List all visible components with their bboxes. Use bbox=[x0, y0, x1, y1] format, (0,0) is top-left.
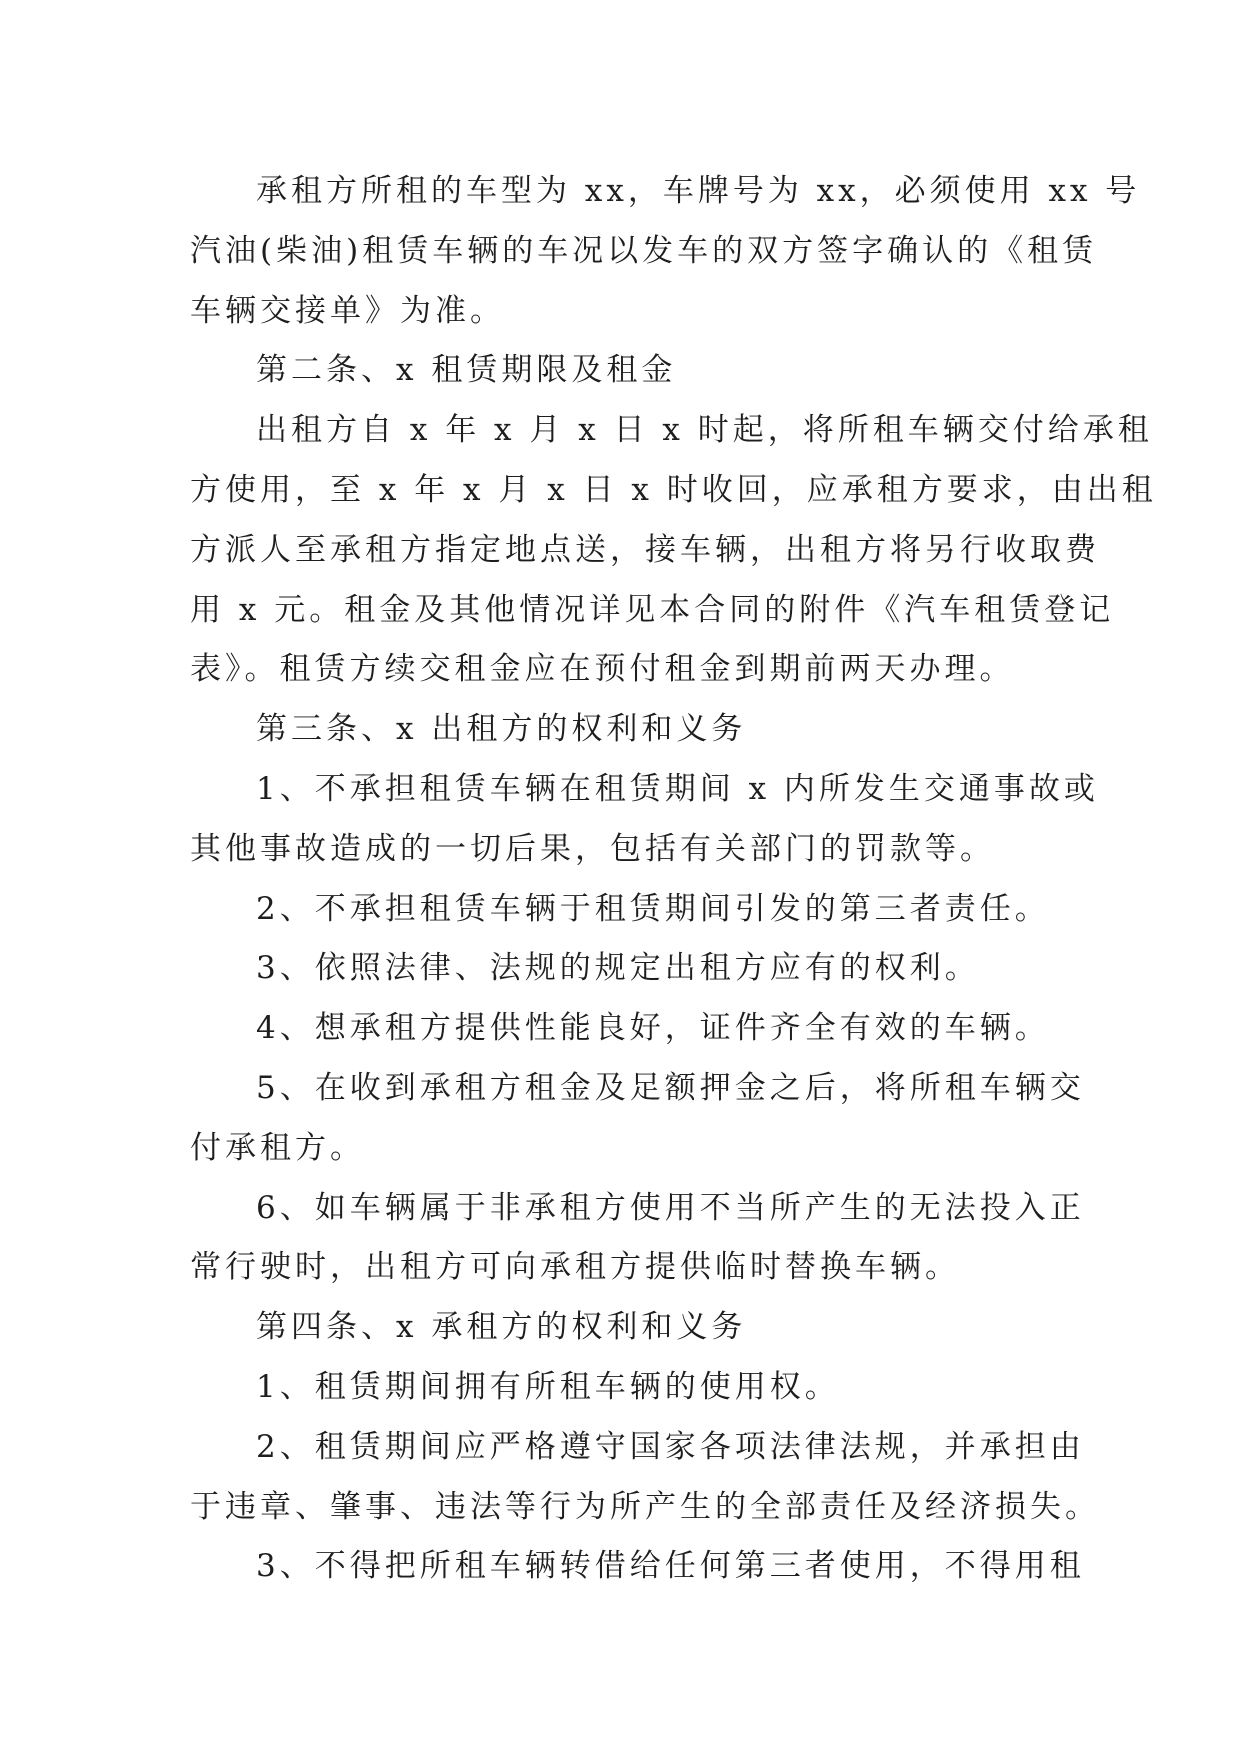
text-line: 用 x 元。租金及其他情况详见本合同的附件《汽车租赁登记 bbox=[190, 591, 1115, 628]
text-line: 2、不承担租赁车辆于租赁期间引发的第三者责任。 bbox=[256, 890, 1050, 927]
text-line: 其他事故造成的一切后果，包括有关部门的罚款等。 bbox=[190, 830, 995, 867]
section-heading: 第三条、x 出租方的权利和义务 bbox=[256, 711, 747, 748]
text-line: 方使用，至 x 年 x 月 x 日 x 时收回，应承租方要求，由出租 bbox=[190, 471, 1157, 508]
text-line: 2、租赁期间应严格遵守国家各项法律法规，并承担由 bbox=[256, 1428, 1085, 1465]
text-line: 出租方自 x 年 x 月 x 日 x 时起，将所租车辆交付给承租 bbox=[256, 412, 1153, 449]
text-line: 3、依照法律、法规的规定出租方应有的权利。 bbox=[256, 950, 980, 987]
text-line: 常行驶时，出租方可向承租方提供临时替换车辆。 bbox=[190, 1249, 960, 1286]
section-heading: 第四条、x 承租方的权利和义务 bbox=[256, 1309, 747, 1346]
text-line: 4、想承租方提供性能良好，证件齐全有效的车辆。 bbox=[256, 1010, 1050, 1047]
text-line: 6、如车辆属于非承租方使用不当所产生的无法投入正 bbox=[256, 1189, 1085, 1226]
text-line: 表》。租赁方续交租金应在预付租金到期前两天办理。 bbox=[190, 651, 1015, 688]
text-line: 5、在收到承租方租金及足额押金之后，将所租车辆交 bbox=[256, 1069, 1085, 1106]
text-line: 1、租赁期间拥有所租车辆的使用权。 bbox=[256, 1368, 840, 1405]
text-line: 付承租方。 bbox=[190, 1129, 365, 1166]
text-line: 方派人至承租方指定地点送，接车辆，出租方将另行收取费 bbox=[190, 531, 1100, 568]
text-line: 1、不承担租赁车辆在租赁期间 x 内所发生交通事故或 bbox=[256, 770, 1099, 807]
text-line: 3、不得把所租车辆转借给任何第三者使用，不得用租 bbox=[256, 1548, 1085, 1585]
section-heading: 第二条、x 租赁期限及租金 bbox=[256, 352, 677, 389]
document-body bbox=[190, 162, 1157, 1597]
text-line: 于违章、肇事、违法等行为所产生的全部责任及经济损失。 bbox=[190, 1488, 1100, 1525]
text-line: 汽油(柴油)租赁车辆的车况以发车的双方签字确认的《租赁 bbox=[190, 232, 1098, 269]
text-line: 车辆交接单》为准。 bbox=[190, 292, 505, 329]
text-line: 承租方所租的车型为 xx，车牌号为 xx，必须使用 xx 号 bbox=[256, 173, 1141, 209]
